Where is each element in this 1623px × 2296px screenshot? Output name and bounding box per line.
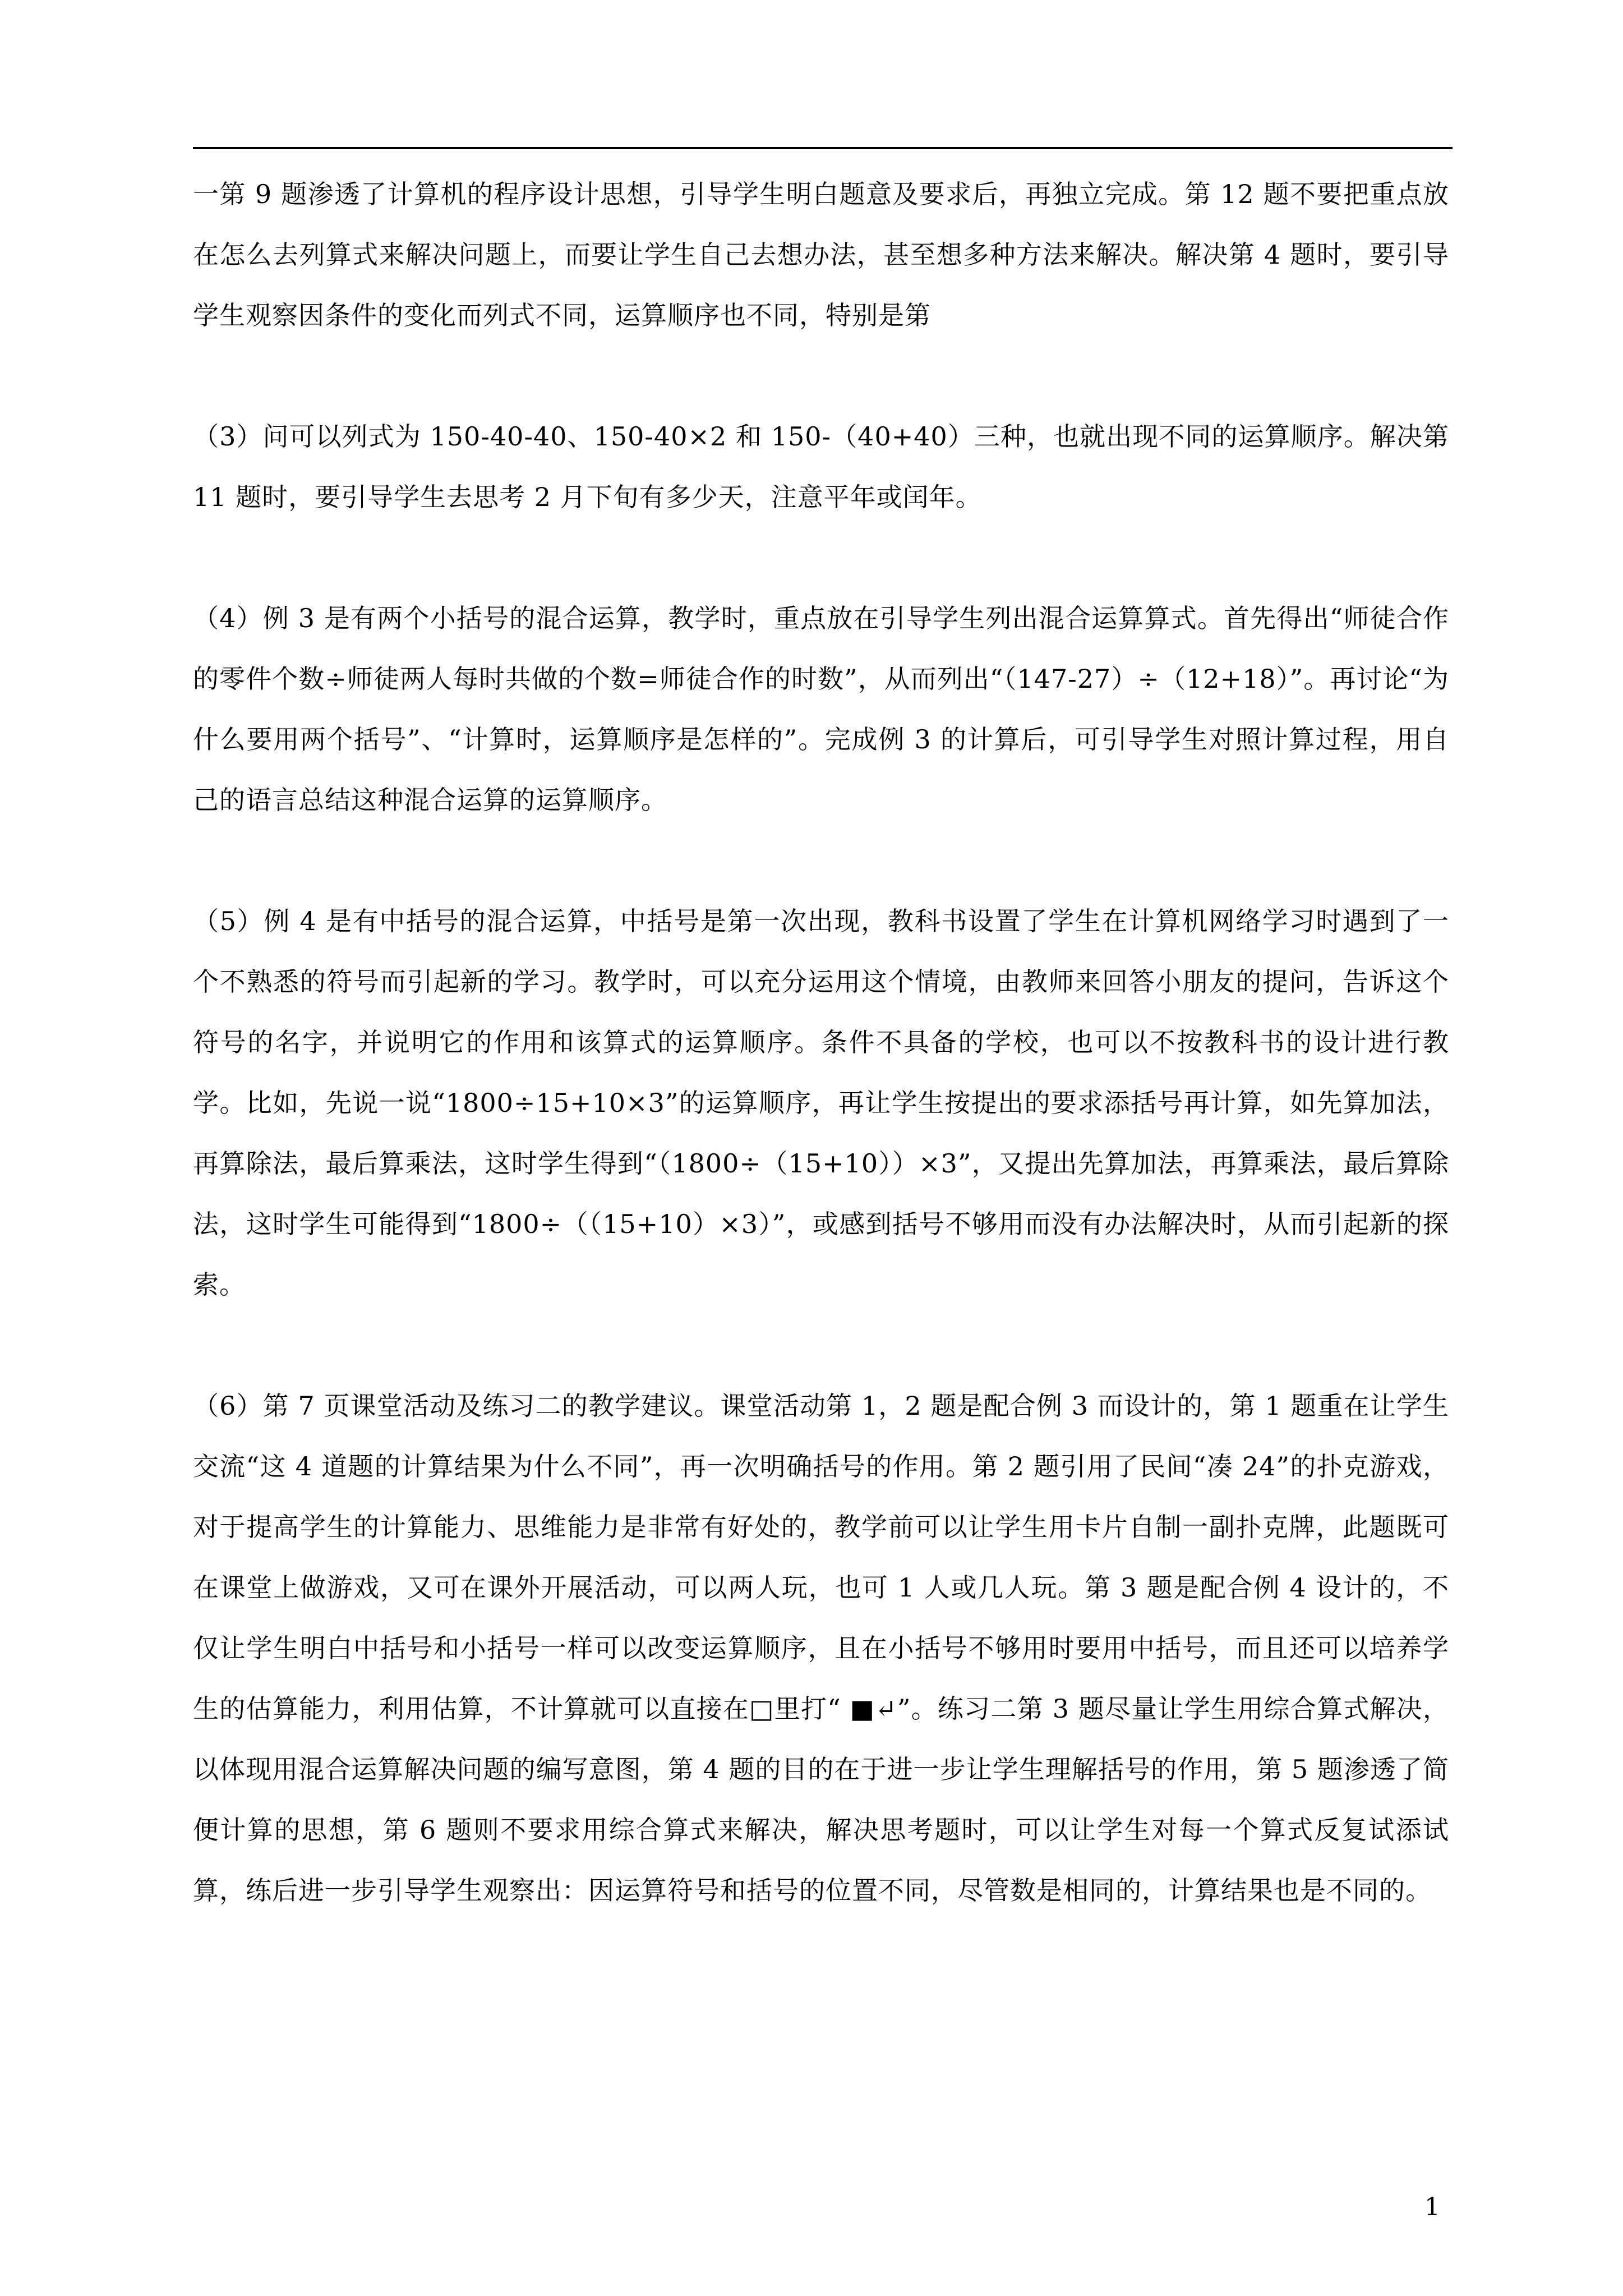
- paragraph-3: （4）例 3 是有两个小括号的混合运算，教学时，重点放在引导学生列出混合运算算式。首先得出“师徒合作的零件个数÷师徒两人每时共做的个数=师徒合作的时数”，从而列出“（147-27）÷（12+18）”。再讨论“为什么要用两个括号”、“计算时，运算顺序是怎样的”。完成例 3 的计算后，可引导学生对照计算过程，用自己的语言总结这种混合运算的运算顺序。: [193, 603, 1449, 815]
- paragraph-5: （6）第 7 页课堂活动及练习二的教学建议。课堂活动第 1，2 题是配合例 3 而设计的，第 1 题重在让学生交流“这 4 道题的计算结果为什么不同”，再一次明确括号的作用。第 2 题引用了民间“凑 24”的扑克游戏，对于提高学生的计算能力、思维能力是非常有好处的，教学前可以让学生用卡片自制一副扑克牌，此题既可在课堂上做游戏，又可在课外开展活动，可以两人玩，也可 1 人或几人玩。第 3 题是配合例 4 设计的，不仅让学生明白中括号和小括号一样可以改变运算顺序，且在小括号不够用时要用中括号，而且还可以培养学生的估算能力，利用估算，不计算就可以直接在□里打“ ■↵”。练习二第 3 题尽量让学生用综合算式解决，以体现用混合运算解决问题的编写意图，第 4 题的目的在于进一步让学生理解括号的作用，第 5 题渗透了简便计算的思想，第 6 题则不要求用综合算式来解决，解决思考题时，可以让学生对每一个算式反复试添试算，练后进一步引导学生观察出：因运算符号和括号的位置不同，尽管数是相同的，计算结果也是不同的。: [193, 1391, 1449, 1906]
- paragraph-2: （3）问可以列式为 150-40-40、150-40×2 和 150-（40+40）三种，也就出现不同的运算顺序。解决第 11 题时，要引导学生去思考 2 月下旬有多少天，注意平年或闰年。: [193, 421, 1449, 512]
- paragraph-4: （5）例 4 是有中括号的混合运算，中括号是第一次出现，教科书设置了学生在计算机网络学习时遇到了一个不熟悉的符号而引起新的学习。教学时，可以充分运用这个情境，由教师来回答小朋友的提问，告诉这个符号的名字，并说明它的作用和该算式的运算顺序。条件不具备的学校，也可以不按教科书的设计进行教学。比如，先说一说“1800÷15+10×3”的运算顺序，再让学生按提出的要求添括号再计算，如先算加法，再算除法，最后算乘法，这时学生得到“（1800÷（15+10））×3”，又提出先算加法，再算乘法，最后算除法，这时学生可能得到“1800÷（（15+10）×3）”，或感到括号不够用而没有办法解决时，从而引起新的探索。: [193, 906, 1449, 1300]
- header-rule: [193, 147, 1453, 149]
- page-number: 1: [1424, 2193, 1440, 2221]
- paragraph-1: 一第 9 题渗透了计算机的程序设计思想，引导学生明白题意及要求后，再独立完成。第 12 题不要把重点放在怎么去列算式来解决问题上，而要让学生自己去想办法，甚至想多种方法来解决。解决第 4 题时，要引导学生观察因条件的变化而列式不同，运算顺序也不同，特别是第: [193, 179, 1449, 330]
- page-content: [193, 164, 1449, 1921]
